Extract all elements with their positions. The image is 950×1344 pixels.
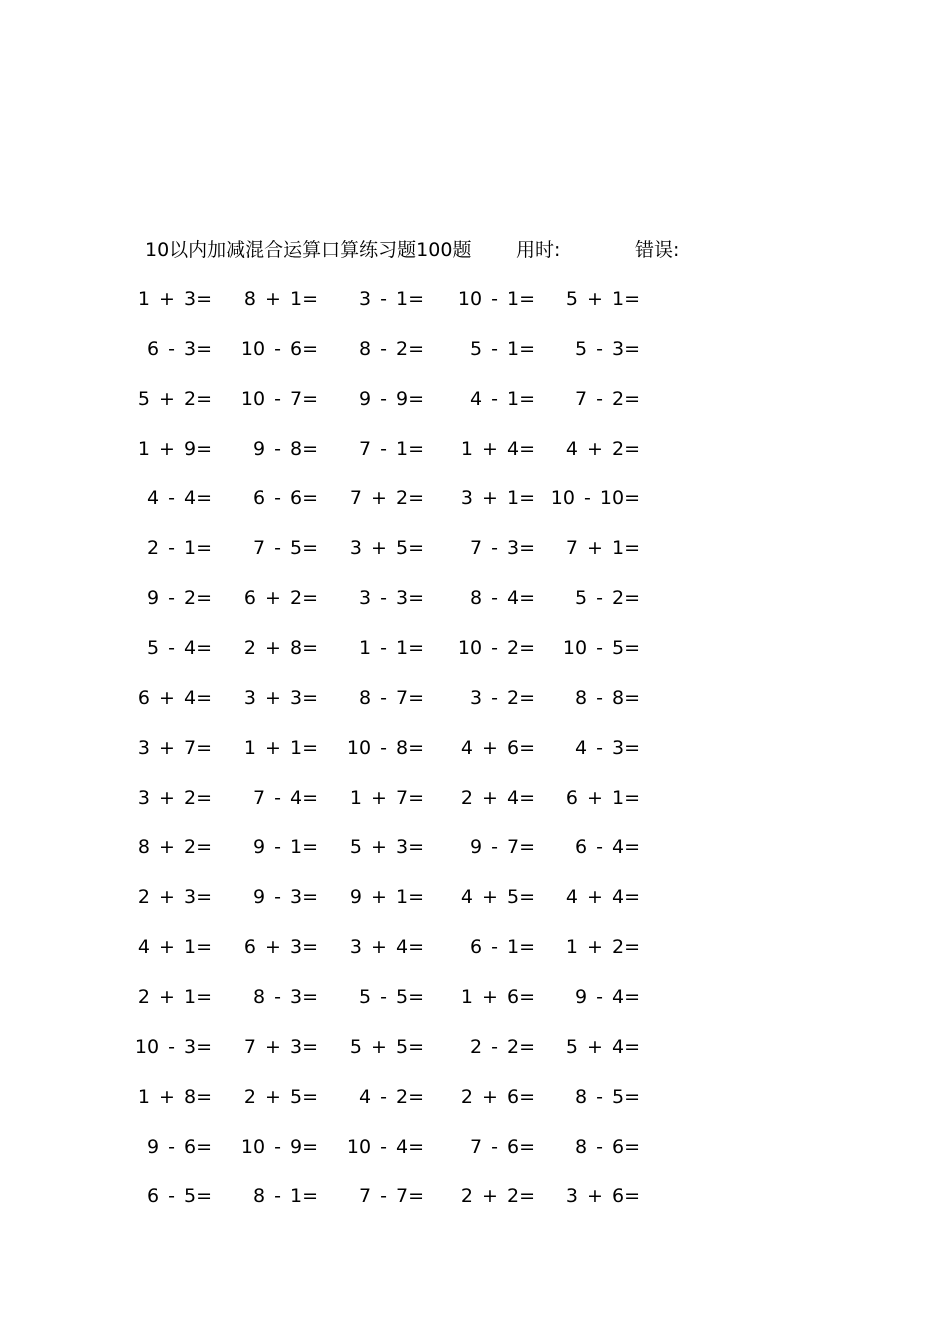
problem-cell: 2 + 8= — [243, 637, 318, 659]
problem-cell: 3 + 4= — [349, 936, 424, 959]
problem-cell: 6 - 5= — [146, 1185, 212, 1208]
problem-cell: 7 - 5= — [252, 537, 318, 560]
problem-cell: 10 - 2= — [457, 637, 535, 659]
problem-cell: 10 - 4= — [346, 1135, 424, 1158]
problem-cell: 9 - 4= — [574, 985, 640, 1008]
problem-cell: 6 + 1= — [565, 786, 640, 809]
problem-cell: 8 - 7= — [358, 686, 424, 709]
problem-row — [0, 1133, 950, 1161]
problem-cell: 4 - 3= — [574, 736, 640, 759]
problem-cell: 5 + 4= — [565, 1035, 640, 1058]
problem-cell: 6 + 2= — [243, 587, 318, 610]
problem-cell: 8 + 2= — [137, 836, 212, 859]
problem-cell: 1 + 1= — [243, 736, 318, 759]
problem-cell: 7 - 3= — [469, 537, 535, 560]
problem-row — [0, 883, 950, 911]
problem-cell: 9 - 8= — [252, 437, 318, 460]
problem-cell: 10 - 10= — [550, 487, 640, 510]
problem-row — [0, 1033, 950, 1061]
problem-cell: 5 + 1= — [565, 288, 640, 310]
problem-cell: 8 - 6= — [574, 1135, 640, 1158]
problem-cell: 4 + 2= — [565, 437, 640, 460]
problem-row — [0, 1083, 950, 1111]
problem-row — [0, 983, 950, 1011]
problem-row — [0, 385, 950, 413]
problem-cell: 7 + 1= — [565, 537, 640, 560]
time-label: 用时: — [516, 239, 561, 261]
problem-cell: 3 - 1= — [358, 288, 424, 310]
problem-cell: 1 - 1= — [358, 637, 424, 659]
problem-cell: 9 - 3= — [252, 886, 318, 909]
problem-cell: 8 - 8= — [574, 686, 640, 709]
problem-cell: 8 - 3= — [252, 985, 318, 1008]
problem-cell: 6 + 4= — [137, 686, 212, 709]
problem-cell: 10 - 9= — [240, 1135, 318, 1158]
problem-cell: 2 + 1= — [137, 985, 212, 1008]
problem-row — [0, 1182, 950, 1210]
problem-cell: 9 + 1= — [349, 886, 424, 909]
problem-cell: 5 - 5= — [358, 985, 424, 1008]
problem-cell: 10 - 3= — [134, 1035, 212, 1058]
worksheet-title: 10以内加减混合运算口算练习题100题 — [145, 239, 472, 261]
problem-cell: 9 - 6= — [146, 1135, 212, 1158]
problem-row — [0, 784, 950, 812]
problem-cell: 6 - 1= — [469, 936, 535, 959]
problem-cell: 7 - 7= — [358, 1185, 424, 1208]
problem-cell: 1 + 6= — [460, 985, 535, 1008]
problem-cell: 2 - 1= — [146, 537, 212, 560]
problem-row — [0, 285, 950, 313]
problem-cell: 6 - 6= — [252, 487, 318, 510]
problem-cell: 3 - 2= — [469, 686, 535, 709]
problem-cell: 9 - 1= — [252, 836, 318, 859]
problem-cell: 1 + 2= — [565, 936, 640, 959]
problem-cell: 7 - 2= — [574, 387, 640, 410]
problem-row — [0, 734, 950, 762]
problem-cell: 2 + 5= — [243, 1085, 318, 1108]
problem-cell: 5 - 4= — [146, 637, 212, 659]
problem-cell: 1 + 8= — [137, 1085, 212, 1108]
problem-cell: 8 + 1= — [243, 288, 318, 310]
problem-row — [0, 933, 950, 961]
problem-cell: 3 - 3= — [358, 587, 424, 610]
problem-row — [0, 435, 950, 463]
problem-row — [0, 335, 950, 363]
problem-cell: 4 + 4= — [565, 886, 640, 909]
problem-cell: 2 + 6= — [460, 1085, 535, 1108]
problem-cell: 7 - 6= — [469, 1135, 535, 1158]
problem-cell: 10 - 1= — [457, 288, 535, 310]
problem-cell: 4 - 2= — [358, 1085, 424, 1108]
problem-cell: 5 - 1= — [469, 337, 535, 360]
problem-cell: 3 + 7= — [137, 736, 212, 759]
problem-cell: 5 + 5= — [349, 1035, 424, 1058]
problem-cell: 9 - 9= — [358, 387, 424, 410]
problem-cell: 7 + 2= — [349, 487, 424, 510]
problem-cell: 7 + 3= — [243, 1035, 318, 1058]
problem-cell: 6 - 4= — [574, 836, 640, 859]
problem-cell: 7 - 4= — [252, 786, 318, 809]
error-label: 错误: — [635, 239, 680, 261]
problem-cell: 1 + 4= — [460, 437, 535, 460]
problem-cell: 10 - 5= — [562, 637, 640, 659]
problem-cell: 5 + 2= — [137, 387, 212, 410]
problem-row — [0, 584, 950, 612]
problem-cell: 1 + 3= — [137, 288, 212, 310]
problem-cell: 4 - 1= — [469, 387, 535, 410]
problem-cell: 8 - 2= — [358, 337, 424, 360]
problem-cell: 1 + 9= — [137, 437, 212, 460]
problem-row — [0, 484, 950, 512]
problem-cell: 2 + 3= — [137, 886, 212, 909]
problem-cell: 8 - 1= — [252, 1185, 318, 1208]
problem-cell: 2 + 2= — [460, 1185, 535, 1208]
problem-cell: 2 - 2= — [469, 1035, 535, 1058]
problem-cell: 4 + 5= — [460, 886, 535, 909]
problem-cell: 3 + 2= — [137, 786, 212, 809]
problem-row — [0, 534, 950, 562]
problem-cell: 9 - 2= — [146, 587, 212, 610]
problem-cell: 2 + 4= — [460, 786, 535, 809]
problem-cell: 4 - 4= — [146, 487, 212, 510]
problem-row — [0, 634, 950, 662]
problem-cell: 9 - 7= — [469, 836, 535, 859]
problem-cell: 8 - 4= — [469, 587, 535, 610]
problem-cell: 4 + 1= — [137, 936, 212, 959]
problem-cell: 3 + 1= — [460, 487, 535, 510]
problem-row — [0, 684, 950, 712]
problem-cell: 3 + 3= — [243, 686, 318, 709]
problem-cell: 4 + 6= — [460, 736, 535, 759]
problem-cell: 3 + 5= — [349, 537, 424, 560]
problem-cell: 7 - 1= — [358, 437, 424, 460]
problem-cell: 3 + 6= — [565, 1185, 640, 1208]
problem-cell: 5 + 3= — [349, 836, 424, 859]
problem-cell: 10 - 7= — [240, 387, 318, 410]
problem-cell: 6 - 3= — [146, 337, 212, 360]
problem-cell: 5 - 2= — [574, 587, 640, 610]
problem-cell: 10 - 8= — [346, 736, 424, 759]
problem-cell: 5 - 3= — [574, 337, 640, 360]
problem-cell: 10 - 6= — [240, 337, 318, 360]
problem-cell: 8 - 5= — [574, 1085, 640, 1108]
problem-cell: 1 + 7= — [349, 786, 424, 809]
problem-row — [0, 833, 950, 861]
problem-cell: 6 + 3= — [243, 936, 318, 959]
